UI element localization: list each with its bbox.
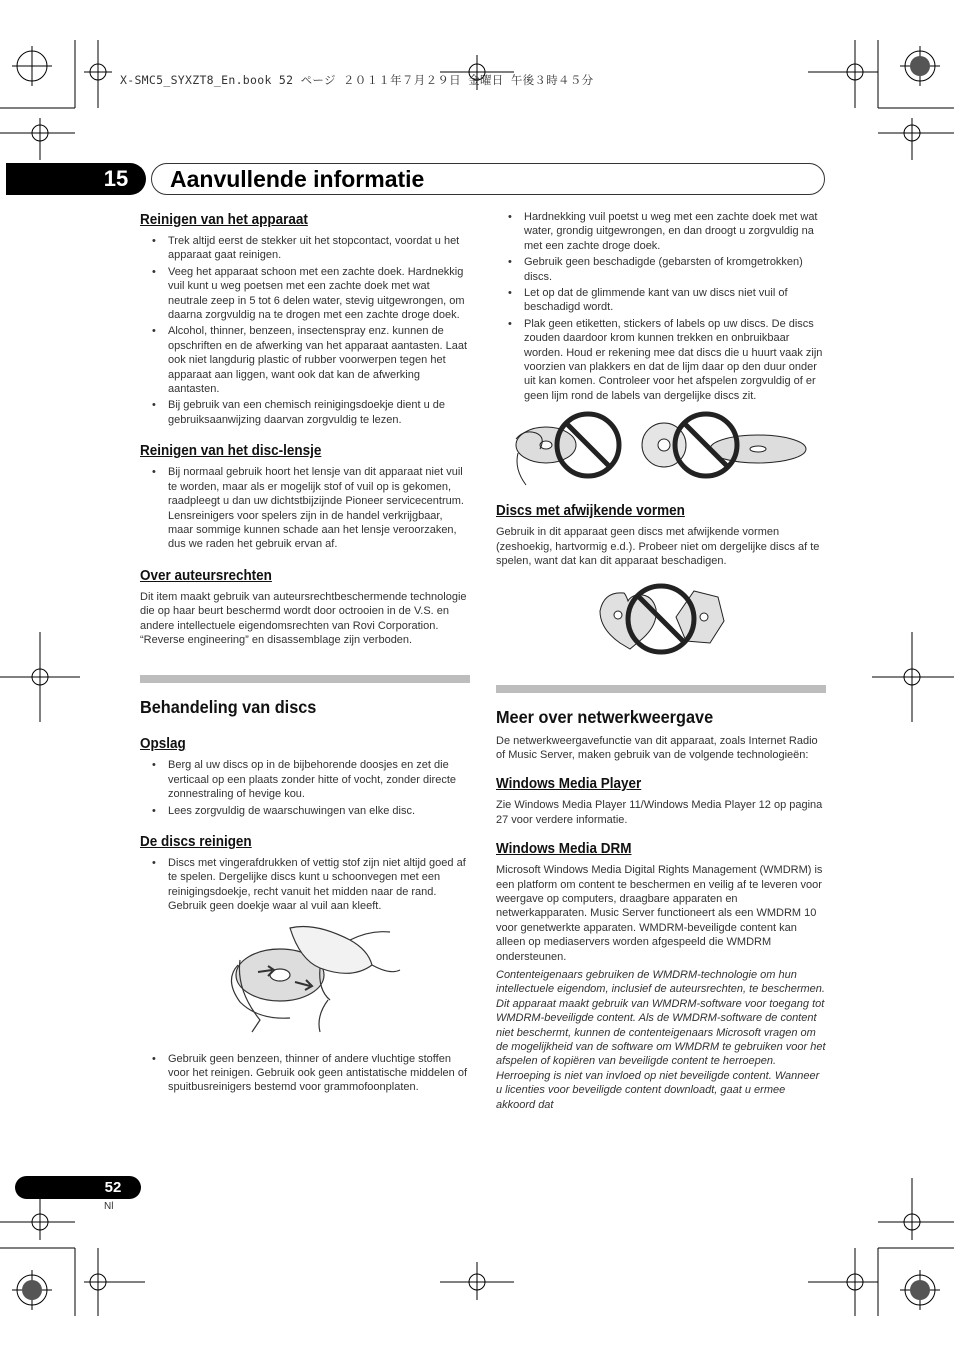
list-item: • Alcohol, thinner, benzeen, insectenspray enz. kunnen de opschriften en de afwerking van het apparaat aantasten. Laat ook niet langdurig plastic of rubber voorwerpen tegen het apparaat aan liggen, want ook dat kan de afwerking aantasten. <box>140 324 470 396</box>
list-item: • Bij normaal gebruik hoort het lensje van dit apparaat niet vuil te worden, maar als er mogelijk stof of vuil op is gekomen, raadpleegt u dan uw dichtstbijzijnde Pioneer servicecentrum. Lensreinigers voor spelers zijn in de handel verkrijgbaar, maar sommige kunnen schade aan het lensje veroorzaken, dus we raden het gebruik ervan af. <box>140 465 470 551</box>
list-item: • Let op dat de glimmende kant van uw discs niet vuil of beschadigd wordt. <box>496 286 826 315</box>
list-item: • Discs met vingerafdrukken of vettig stof zijn niet altijd goed af te spelen. Dergelijke discs kunt u schoonvegen met een reinigingsdoekje, recht vanuit het midden naar de rand. Gebruik geen doekje waar al vuil aan kleeft. <box>140 856 470 914</box>
list-item: • Plak geen etiketten, stickers of labels op uw discs. De discs zouden daardoor krom kunnen trekken en onbruikbaar worden. Houd er rekening mee dat discs die u huurt vaak zijn voorzien van plakkers en dat de lijm daar op den duur onder uit kan komen. Controleer voor het afspelen zorgvuldig of er geen lijm rond de labels van dergelijke discs zit. <box>496 317 826 403</box>
section-divider-bar <box>140 675 470 683</box>
disc-cleaning-illustration <box>140 920 470 1038</box>
odd-shaped-disc-prohibited-illustration <box>496 581 826 661</box>
heading-discs-reinigen: De discs reinigen <box>140 833 252 850</box>
list-item: • Gebruik geen benzeen, thinner of andere vluchtige stoffen voor het reinigen. Gebruik ook geen antistatische middelen of spuitbusreinigers bestemd voor grammofoonplaten. <box>140 1052 470 1095</box>
list-item: • Lees zorgvuldig de waarschuwingen van elke disc. <box>140 804 470 818</box>
left-column <box>140 212 470 1097</box>
page-number: 52 <box>104 1179 122 1196</box>
list-opslag <box>140 758 470 818</box>
list-item: • Trek altijd eerst de stekker uit het stopcontact, voordat u het apparaat gaat reinigen. <box>140 234 470 263</box>
text-netwerkweergave: De netwerkweergavefunctie van dit apparaat, zoals Internet Radio of Music Server, maken gebruik van de volgende technologieën: <box>496 734 818 761</box>
list-item: • Gebruik geen beschadigde (gebarsten of kromgetrokken) discs. <box>496 255 826 284</box>
text-windows-media-drm-italic: Contenteigenaars gebruiken de WMDRM-technologie om hun intellectuele eigendom, inclusief de auteursrechten, te beschermen. Dit apparaat maakt gebruik van WMDRM-software voor toegang tot WMDRM-beveiligde content. Als de WMDRM-software de content niet beschermt, kunnen de contenteigenaars Microsoft vragen om de mogelijkheid van de software om WMDRM te gebruiken voor het afspelen of kopiëren van beveiligde content te herroepen. Herroeping is niet van invloed op niet beveiligde content. Wanneer u licenties voor beveiligde content downloadt, gaat u ermee akkoord dat <box>496 968 826 1111</box>
disc-handling-prohibited-illustration <box>496 409 826 489</box>
heading-windows-media-drm: Windows Media DRM <box>496 841 632 858</box>
print-info-line: X-SMC5_SYXZT8_En.book 52 ページ ２０１１年７月２９日 金曜日 午後３時４５分 <box>120 73 594 87</box>
list-item: • Bij gebruik van een chemisch reinigingsdoekje dient u de gebruiksaanwijzing daarvan zorgvuldig te lezen. <box>140 398 470 427</box>
heading-netwerkweergave: Meer over netwerkweergave <box>496 706 714 727</box>
right-column <box>496 210 826 1112</box>
list-item: • Veeg het apparaat schoon met een zachte doek. Hardnekkig vuil kunt u weg poetsen met een zachte doek met wat neutrale zeep in 5 tot 6 delen water, stevig uitgewrongen, om daarna zorgvuldig na te drogen met een zachte droge doek. <box>140 265 470 323</box>
heading-disc-lensje: Reinigen van het disc-lensje <box>140 443 322 460</box>
list-item: • Hardnekking vuil poetst u weg met een zachte doek met wat water, grondig uitgewrongen, en dan droogt u zorgvuldig na met een zachte droge doek. <box>496 210 826 253</box>
list-disc-lensje <box>140 465 470 551</box>
heading-reinigen-apparaat: Reinigen van het apparaat <box>140 212 308 228</box>
section-divider-bar <box>496 685 826 693</box>
list-discs-reinigen <box>140 856 470 914</box>
heading-afwijkende-vormen: Discs met afwijkende vormen <box>496 503 685 520</box>
text-windows-media-drm: Microsoft Windows Media Digital Rights Management (WMDRM) is een platform om content te beschermen en veilig af te leveren voor weergave op computers, draagbare apparaten en netwerkapparaten. Music Server functioneert als een WMDRM 10 voor genetwerkte apparaten. WMDRM-beveiligde content kan alleen op mediaservers worden afgespeeld die WMDRM ondersteunen. <box>496 864 823 963</box>
heading-opslag: Opslag <box>140 736 186 753</box>
list-discs-reinigen-2 <box>140 1052 470 1095</box>
list-reinigen-apparaat <box>140 234 470 427</box>
heading-behandeling-discs: Behandeling van discs <box>140 697 317 718</box>
page-language: Nl <box>104 1201 114 1212</box>
heading-windows-media-player: Windows Media Player <box>496 776 642 793</box>
chapter-number: 15 <box>103 166 129 191</box>
chapter-title: Aanvullende informatie <box>170 166 425 192</box>
list-discs-reinigen-continued <box>496 210 826 403</box>
text-auteursrechten: Dit item maakt gebruik van auteursrechtbeschermende technologie die op haar beurt beschermd wordt door octrooien in de V.S. en andere intellectuele eigendomsrechten van Rovi Corporation. “Reverse engineering” en disassemblage zijn verboden. <box>140 590 467 646</box>
text-windows-media-player: Zie Windows Media Player 11/Windows Media Player 12 op pagina 27 voor verdere informatie. <box>496 799 823 826</box>
heading-auteursrechten: Over auteursrechten <box>140 567 272 584</box>
text-afwijkende-vormen: Gebruik in dit apparaat geen discs met afwijkende vormen (zeshoekig, hartvormig e.d.). Probeer niet om dergelijke discs af te spelen, want dat kan dit apparaat beschadigen. <box>496 526 820 568</box>
list-item: • Berg al uw discs op in de bijbehorende doosjes en zet die verticaal op een plaats zonder hitte of vocht, zonder directe zonnestraling of hevige kou. <box>140 758 470 801</box>
